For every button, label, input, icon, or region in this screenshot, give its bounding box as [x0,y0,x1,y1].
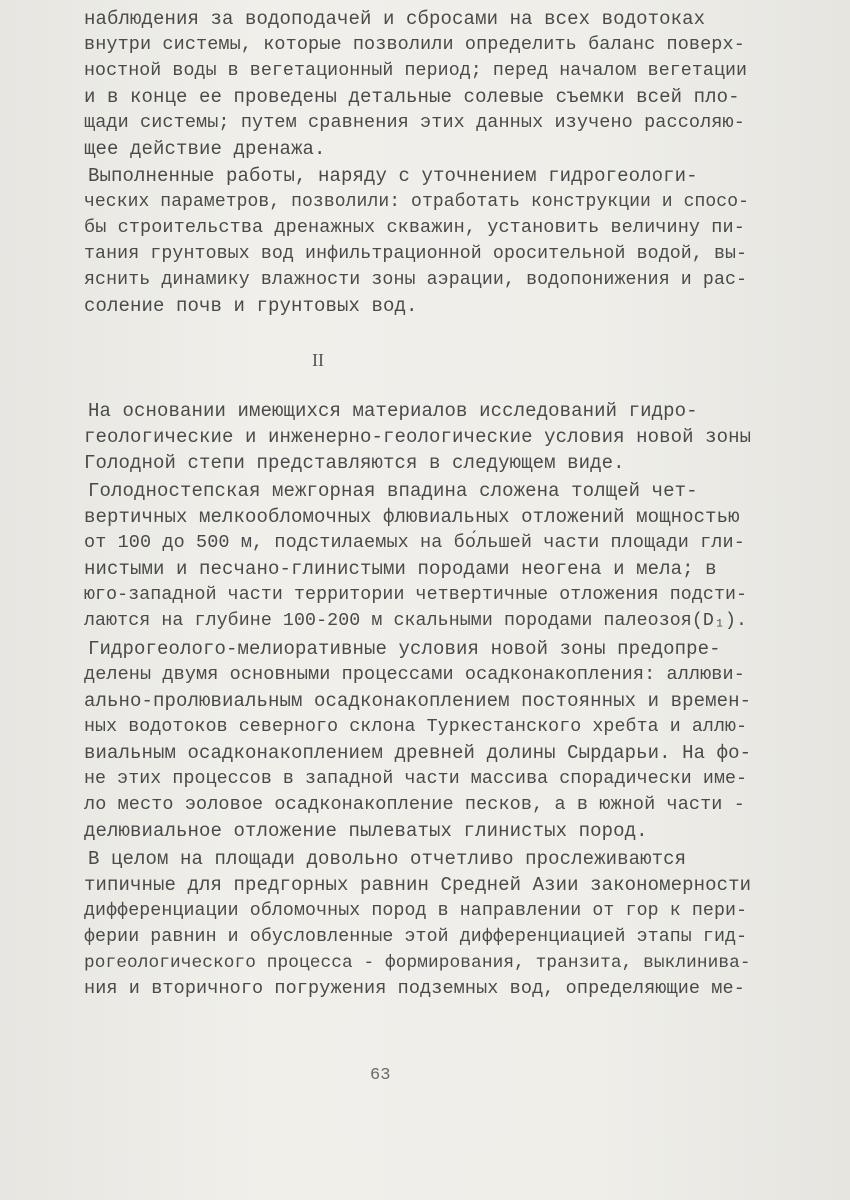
text-line: Голодностепская межгорная впадина сложена толщей чет- [88,480,698,502]
text-line: дифференциации обломочных пород в направлении от гор к пери- [84,901,748,921]
text-line: делены двумя основными процессами осадконакопления: аллюви- [84,664,745,685]
text-line: тания грунтовых вод инфильтрационной оросительной водой, вы- [84,244,748,264]
text-line: На основании имеющихся материалов исследований гидро- [88,400,698,422]
text-line: ферии равнин и обусловленные этой дифференциацией этапы гид- [84,927,748,947]
text-line: ально-пролювиальным осадконакоплением постоянных и времен- [84,690,752,712]
section-number: II [312,350,324,370]
text-line: соление почв и грунтовых вод. [84,295,418,317]
text-line: ния и вторичного погружения подземных вод, определяющие ме- [84,978,745,999]
text-line: щее действие дренажа. [84,138,326,160]
text-line: юго-западной части территории четвертичные отложения подсти- [84,585,748,605]
text-line: и в конце ее проведены детальные солевые съемки всей пло- [84,86,740,108]
text-line: от 100 до 500 м, подстилаемых на бо́льшей части площади гли- [84,532,745,553]
text-line: вертичных мелкообломочных флювиальных отложений мощностью [84,506,740,528]
text-line: делювиальное отложение пылеватых глинистых пород. [84,820,648,842]
text-line: наблюдения за водоподачей и сбросами на всех водотоках [84,8,706,30]
text-line: виальным осадконакоплением древней долины Сырдарьи. На фо- [84,742,752,764]
text-line: ческих параметров, позволили: отработать конструкции и спосо- [84,192,750,212]
text-line: щади системы; путем сравнения этих данных изучено рассоляю- [84,112,745,133]
text-line: бы строительства дренажных скважин, установить величину пи- [84,217,745,238]
text-line: Выполненные работы, наряду с уточнением гидрогеологи- [88,165,698,187]
text-line: ных водотоков северного склона Туркестанского хребта и аллю- [84,717,748,737]
text-line: рогеологического процесса - формирования, транзита, выклинива- [84,953,751,973]
text-line: яснить динамику влажности зоны аэрации, водопонижения и рас- [84,270,748,290]
text-line: внутри системы, которые позволили определить баланс поверх- [84,34,745,55]
text-line: ло место эоловое осадконакопление песков, а в южной части - [84,794,745,815]
text-line: геологические и инженерно-геологические условия новой зоны [84,426,752,448]
page-number: 63 [370,1066,391,1085]
text-line: ностной воды в вегетационный период; перед началом вегетации [84,61,748,81]
text-line: нистыми и песчано-глинистыми породами неогена и мела; в [84,558,717,580]
text-line: В целом на площади довольно отчетливо прослеживаются [88,848,687,870]
text-line: типичные для предгорных равнин Средней Азии закономерности [84,874,752,896]
text-line: Гидрогеолого-мелиоративные условия новой зоны предопре- [88,638,721,660]
text-line: Голодной степи представляются в следующем виде. [84,452,625,474]
text-line: лаются на глубине 100-200 м скальными породами палеозоя(D₁). [84,611,748,631]
text-line: не этих процессов в западной части массива спорадически име- [84,769,748,789]
